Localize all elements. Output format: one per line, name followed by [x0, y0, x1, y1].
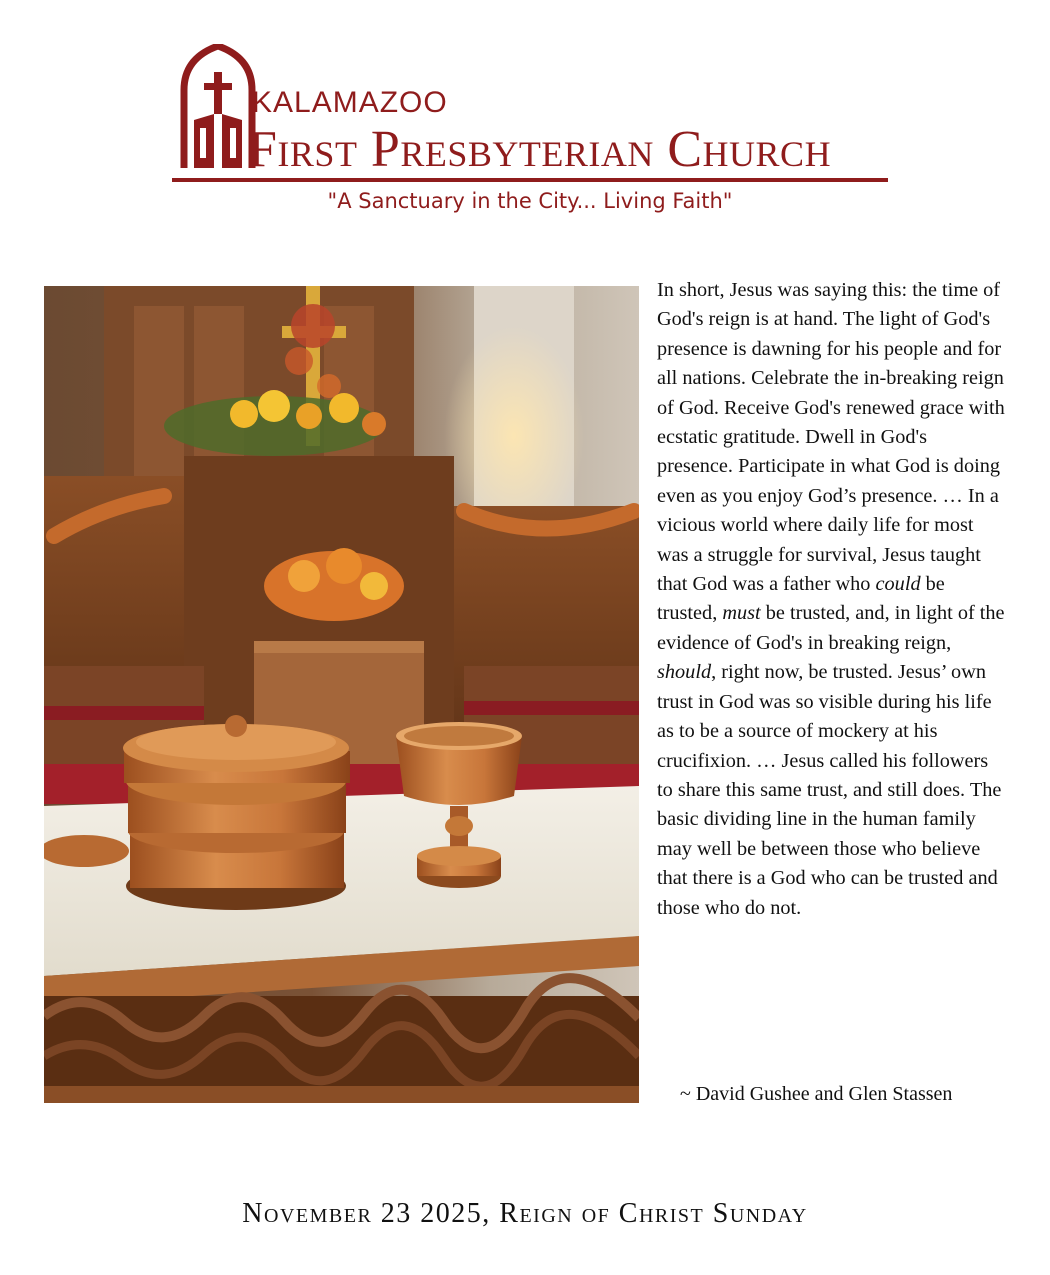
quote-paragraph [657, 276, 1007, 923]
church-door-cross-icon [180, 44, 256, 170]
church-tagline: "A Sanctuary in the City... Living Faith" [327, 189, 733, 213]
quote-attribution: ~ David Gushee and Glen Stassen [680, 1083, 953, 1105]
quote-emphasis-could: could [875, 573, 921, 596]
quote-part-1: In short, Jesus was saying this: the time of God's reign is at hand. The light of God's presence is dawning for his people and for all nations. Celebrate the in-breaking reign of God. Receive God's renewed grace with ecstatic gratitude. Dwell in God's presence. Participate in what God is doing even as you enjoy God’s presence. … In a vicious world where daily life for most was a struggle for survival, Jesus taught that God was a father who [657, 279, 1005, 596]
communion-photo [44, 286, 639, 1103]
service-date: November 23 2025, Reign of Christ Sunday [242, 1198, 808, 1229]
logo-divider [172, 178, 888, 182]
logo-city: KALAMAZOO [252, 86, 448, 119]
quote-part-3: be trusted, and, in light of the evidence of God's in breaking reign, [657, 602, 1005, 654]
quote-part-2: be trusted, [657, 573, 945, 625]
church-logo [172, 44, 888, 219]
quote-part-4: , right now, be trusted. Jesus’ own trust in God was so visible during his life as to be a source of mockery at his crucifixion. … Jesus called his followers to share this same trust, and still does. The basic dividing line in the human family may well be between those who believe that there is a God who can be trusted and those who do not. [657, 661, 1002, 919]
quote-text [657, 276, 1007, 923]
church-name: First Presbyterian Church [248, 121, 832, 178]
quote-emphasis-should: should [657, 661, 712, 684]
quote-emphasis-must: must [722, 602, 761, 625]
